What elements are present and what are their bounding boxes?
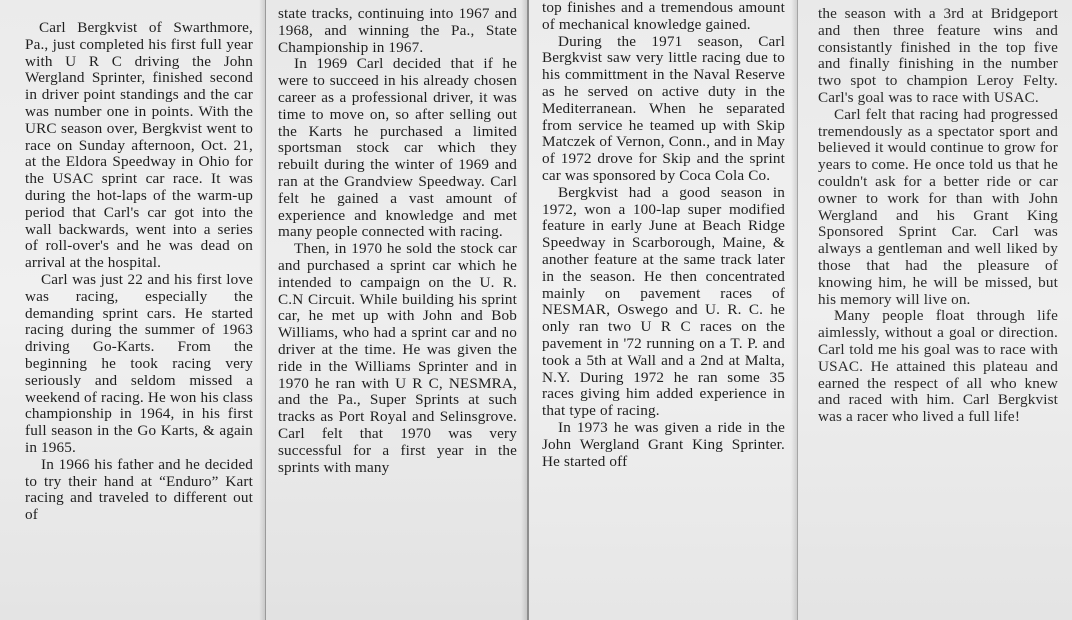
article-column-4 [797, 0, 1072, 620]
paragraph: top finishes and a tremendous amount of mechanical knowledge gained. [542, 0, 785, 33]
paragraph: In 1969 Carl decided that if he were to succeed in his already chosen career as a professional driver, it was time to move on, so after selling out the Karts he purchased a limited sportsman stock car which they rebuilt during the winter of 1969 and ran at the Grandview Speedway. Carl felt he gained a vast amount of experience and knowledge and met many people connected with racing. [278, 55, 517, 241]
paragraph: During the 1971 season, Carl Bergkvist saw very little racing due to his committment in the Naval Reserve as he served on active duty in the Mediterranean. When he separated from service he teamed up with Skip Matczek of Vernon, Conn., and in May of 1972 drove for Skip and the sprint car was sponsored by Coca Cola Co. [542, 32, 785, 184]
paragraph: In 1966 his father and he decided to try their hand at “Enduro” Kart racing and traveled to different out of [25, 455, 253, 524]
article-column-1 [0, 0, 265, 620]
paragraph: Then, in 1970 he sold the stock car and purchased a sprint car which he intended to campaign on the U. R. C.N Circuit. While building his sprint car, he met up with John and Bob Williams, who had a sprint car and no driver at the time. He was given the ride in the Williams Sprinter and in 1970 he ran with U R C, NESMRA, and the Pa., Super Sprints at such tracks as Port Royal and Selinsgrove. Carl felt that 1970 was very successful for a first year in the sprints with many [278, 240, 517, 476]
paragraph: Carl Bergkvist of Swarthmore, Pa., just completed his first full year with U R C driving the John Wergland Sprinter, finished second in driver point standings and the car was number one in points. With the URC season over, Bergkvist went to race on Sunday afternoon, Oct. 21, at the Eldora Speedway in Ohio for the USAC sprint car race. It was during the hot-laps of the warm-up period that Carl's car got into the wall backwards, went into a series of roll-over's and he was dead on arrival at the hospital. [25, 19, 253, 272]
article-column-2 [265, 0, 527, 620]
paragraph: Many people float through life aimlessly, without a goal or direction. Carl told me his goal was to race with USAC. He attained this plateau and earned the respect of all who knew and raced with him. Carl Bergkvist was a racer who lived a full life! [818, 307, 1058, 426]
paragraph: Carl felt that racing had progressed tremendously as a spectator sport and believed it would continue to grow for years to come. He once told us that he couldn't ask for a better ride or car owner to work for than with John Wergland and his Grant King Sponsored Sprint Car. Carl was always a gentleman and well liked by those that had the pleasure of knowing him, he will be missed, but his memory will live on. [818, 105, 1058, 308]
article-column-3 [527, 0, 797, 620]
paragraph: Bergkvist had a good season in 1972, won a 100-lap super modified feature in early June at Beach Ridge Speedway in Scarborough, Maine, & another feature at the same track later in the season. He then concentrated mainly on pavement races of NESMAR, Oswego and U. R. C. he only ran two U R C races on the pavement in '72 running on a T. P. and took a 5th at Wall and a 2nd at Malta, N.Y. During 1972 he ran some 35 races giving him added experience in that type of racing. [542, 183, 785, 420]
paragraph: state tracks, continuing into 1967 and 1968, and winning the Pa., State Championship in 1967. [278, 5, 517, 56]
paragraph: In 1973 he was given a ride in the John Wergland Grant King Sprinter. He started off [542, 418, 785, 470]
paragraph: the season with a 3rd at Bridgeport and then three feature wins and consistantly finished in the top five and finally finishing in the number two spot to champion Leroy Felty. Carl's goal was to race with USAC. [818, 5, 1058, 106]
paragraph: Carl was just 22 and his first love was racing, especially the demanding sprint cars. He started racing during the summer of 1963 driving Go-Karts. From the beginning he took racing very seriously and seldom missed a weekend of racing. He won his class championship in 1964, in his first full season in the Go Karts, & again in 1965. [25, 270, 253, 456]
